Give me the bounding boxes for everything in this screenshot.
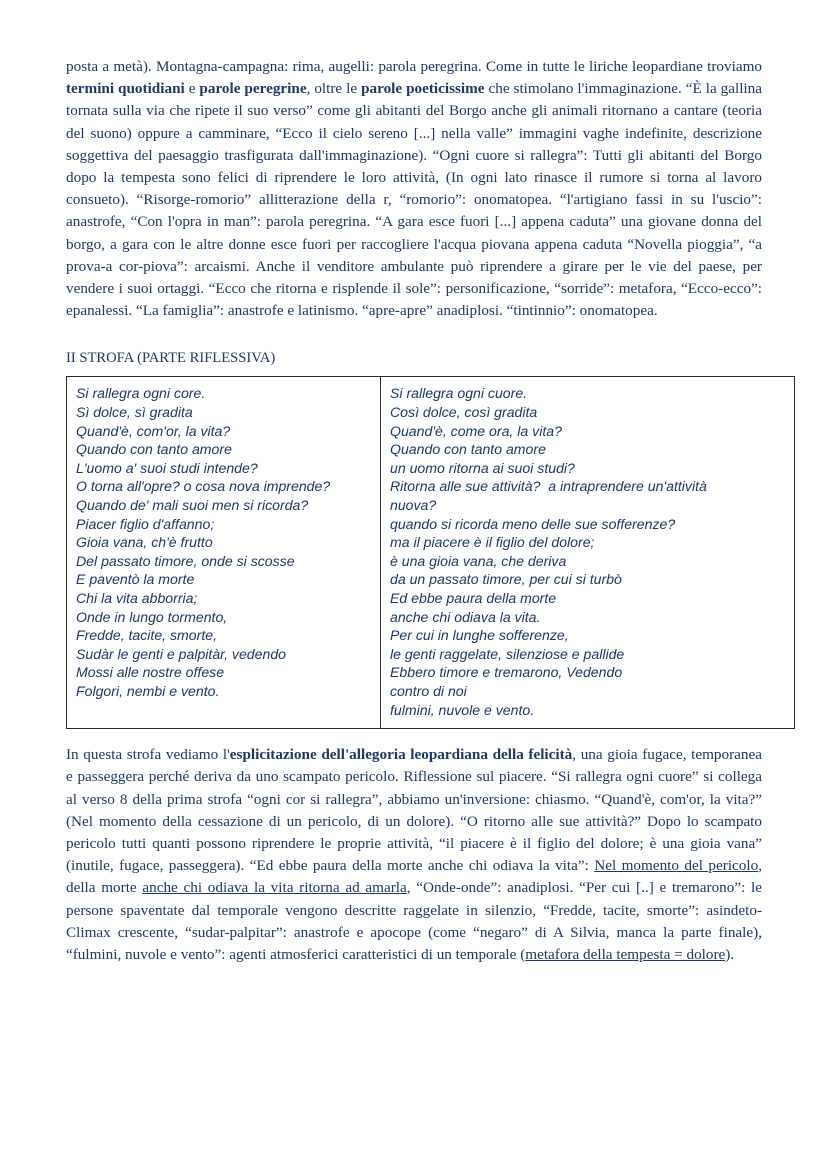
para-bottom-text-0: In questa strofa vediamo l': [66, 746, 230, 764]
verse-paraphrase-line: Si rallegra ogni cuore.: [390, 385, 528, 402]
verse-original-line: O torna all'opre? o cosa nova imprende?: [76, 478, 331, 495]
para-bottom-text-8: ).: [725, 945, 735, 963]
verse-list-paraphrase: [390, 384, 786, 719]
verse-original-line: Chi la vita abborria;: [76, 589, 198, 606]
verse-original-line: Mossi alle nostre offese: [76, 664, 225, 681]
verse-original-line: Gioia vana, ch'è frutto: [76, 534, 213, 551]
para-bottom-text-6: , “Onde-onde”: anadiplosi. “Per cui [..] e tremarono”: le persone spaventate dal temporale vengono descritte raggelate in silenzio, “Fredde, tacite, smorte”: asindeto-Climax crescente, “sudar-palpitar”: anastrofe e apocope (come “negaro” di A Silvia, manca la parte finale), “fulmini, nuvole e vento”: agenti atmosferici caratteristici di un temporale (: [66, 879, 762, 963]
para-bottom-underline-5: anche chi odiava la vita ritorna ad amarla: [142, 879, 407, 897]
para-top-bold-3: parole peregrine: [199, 80, 307, 98]
verse-paraphrase-line: da un passato timore, per cui si turbò: [390, 571, 622, 588]
para-bottom-text-2: , una gioia fugace, temporanea e passeggera perché deriva da uno scampato pericolo. Riflessione sul piacere. “Si rallegra ogni cuore” si collega al verso 8 della prima strofa “ogni cor si rallegra”, abbiamo un'inversione: chiasmo. “Quand'è, com'or, la vita?” (Nel momento della cessazione di un pericolo, di un dolore). “O ritorno alle sue attività?” Dopo lo scampato pericolo tutti quanti possono riprendere le proprie attività, “il piacere è il figlio del dolore; è una gioia vana” (inutile, fugace, passeggera). “Ed ebbe paura della morte anche chi odiava la vita”:: [66, 746, 762, 875]
verse-original-line: Folgori, nembi e vento.: [76, 682, 220, 699]
verse-original-line: Fredde, tacite, smorte,: [76, 627, 217, 644]
verse-paraphrase-line: Per cui in lunghe sofferenze,: [390, 627, 569, 644]
para-top-text-2: e: [184, 80, 200, 98]
table-cell-original-text: [67, 377, 381, 729]
para-top-text-0: posta a metà). Montagna-campagna: rima, augelli: parola peregrina. Come in tutte le liriche leopardiane troviamo: [66, 58, 762, 75]
verse-paraphrase-line: nuova?: [390, 497, 437, 513]
verse-original-line: Del passato timore, onde si scosse: [76, 552, 295, 569]
paragraph-analysis-first-strofa: [66, 56, 762, 322]
verse-paraphrase-line: Quand'è, come ora, la vita?: [390, 422, 562, 439]
section-heading-ii-strofa: II STROFA (PARTE RIFLESSIVA): [66, 350, 276, 367]
paragraph-analysis-second-strofa: [66, 744, 762, 966]
verse-original-line: Piacer figlio d'affanno;: [76, 515, 215, 532]
verse-original-line: E paventò la morte: [76, 571, 195, 588]
para-top-bold-1: termini quotidiani: [66, 80, 185, 98]
verse-paraphrase-line: ma il piacere è il figlio del dolore;: [390, 534, 595, 551]
verse-paraphrase-line: Così dolce, così gradita: [390, 404, 538, 421]
verse-original-line: Quando con tanto amore: [76, 441, 232, 458]
table-row: [67, 377, 795, 729]
para-bottom-text-4: , della morte: [66, 857, 762, 897]
table-cell-paraphrase: [381, 377, 795, 729]
para-bottom-bold-1: esplicitazione dell'allegoria leopardiana della felicità: [229, 746, 573, 764]
verse-list-original: [76, 384, 372, 700]
verse-paraphrase-line: contro di noi: [390, 682, 467, 699]
verse-original-line: Sudàr le genti e palpitàr, vedendo: [76, 645, 286, 662]
verse-paraphrase-line: è una gioia vana, che deriva: [390, 552, 567, 569]
verse-paraphrase-line: le genti raggelate, silenziose e pallide: [390, 645, 625, 662]
verse-paraphrase-line: Ebbero timore e tremarono, Vedendo: [390, 664, 623, 681]
verse-paraphrase-line: anche chi odiava la vita.: [390, 608, 541, 625]
para-top-text-6: che stimolano l'immaginazione. “È la gallina tornata sulla via che ripete il suo verso” come gli abitanti del Borgo anche gli animali ritornano a cantare (teoria del suono) oppure a camminare, “Ecco il cielo sereno [...] nella valle” immagini vaghe indefinite, descrizione soggettiva del paesaggio trasfigurata dall'immaginazione). “Ogni cuore si rallegra”: Tutti gli abitanti del Borgo dopo la tempesta sono felici di riprendere le loro attività, (In ogni lato rinasce il rumore si torna al lavoro consueto). “Risorge-romorio” allitterazione della r, “romorio”: onomatopea. “l'artigiano fassi in su l'uscio”: anastrofe, “Con l'opra in man”: parola peregrina. “A gara esce fuori [...] appena caduta” una giovane donna del borgo, a gara con le altre donne esce fuori per raccogliere l'acqua piovana appena caduta “Novella pioggia”, “a prova-a cor-piova”: arcaismi. Anche il venditore ambulante può riprendere a girare per le vie del paese, per vendere i suoi ortaggi. “Ecco che ritorna e risplende il sole”: personificazione, “sorride”: metafora, “Ecco-ecco”: epanalessi. “La famiglia”: anastrofe e latinismo. “apre-apre” anadiplosi. “tintinnio”: onomatopea.: [66, 80, 762, 320]
verse-paraphrase-line: fulmini, nuvole e vento.: [390, 701, 535, 718]
strofa-comparison-table: [66, 376, 795, 729]
verse-paraphrase-line: quando si ricorda meno delle sue sofferenze?: [390, 515, 676, 532]
verse-original-line: L'uomo a' suoi studi intende?: [76, 459, 258, 476]
para-top-bold-5: parole poeticissime: [361, 80, 485, 98]
verse-original-line: Quand'è, com'or, la vita?: [76, 422, 231, 439]
verse-original-line: Quando de' mali suoi men si ricorda?: [76, 497, 309, 513]
verse-original-line: Sì dolce, sì gradita: [76, 404, 193, 421]
verse-paraphrase-line: Ed ebbe paura della morte: [390, 589, 557, 606]
verse-original-line: Si rallegra ogni core.: [76, 385, 206, 402]
para-bottom-underline-7: metafora della tempesta = dolore: [525, 945, 726, 963]
para-top-text-4: , oltre le: [306, 80, 362, 98]
verse-original-line: Onde in lungo tormento,: [76, 608, 228, 625]
verse-paraphrase-line: Quando con tanto amore: [390, 441, 546, 458]
para-bottom-underline-3: Nel momento del pericolo: [594, 857, 759, 875]
verse-paraphrase-line: Ritorna alle sue attività? a intraprendere un'attività: [390, 478, 707, 495]
verse-paraphrase-line: un uomo ritorna ai suoi studi?: [390, 459, 575, 476]
